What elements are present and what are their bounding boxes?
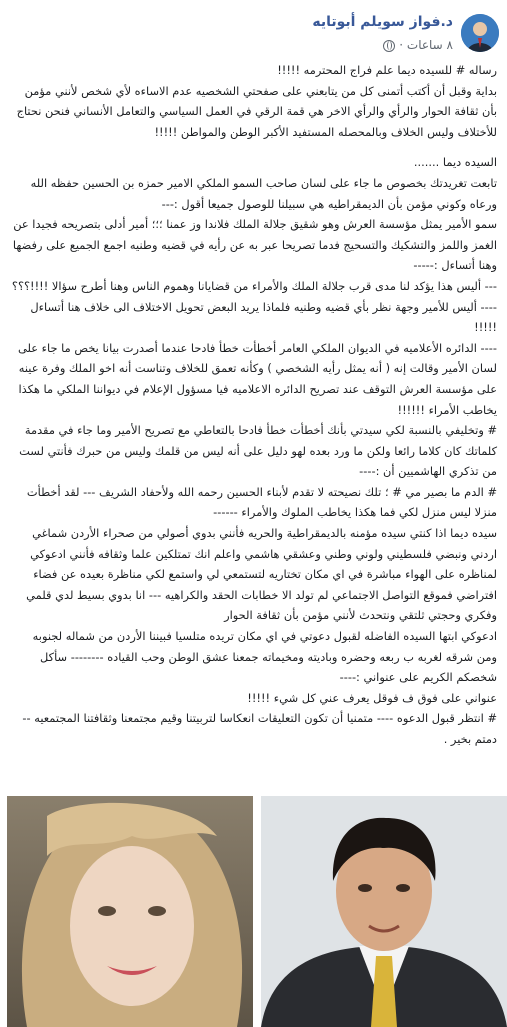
- post-paragraph: سمو الأمير يمثل مؤسسة العرش وهو شقيق جلالة الملك فلاندا وز عمنا ؛؛؛ أمير أدلى بتصريحه فجيدا عن الغمز واللمز والتشكيك والتسحيج فدما تصريحا عبر به عن رأيه في قضيه وطنيه اجمع الجميع على رفضها وهنا أتساءل :-----: [12, 217, 497, 273]
- post-paragraph: رساله # للسيده ديما علم فراج المحترمه !!!!!: [277, 63, 497, 77]
- post-body: [4, 60, 503, 790]
- post-paragraph: ---- أليس للأمير وجهة نظر بأي قضيه وطنيه فلماذا يريد البعض تحويل الاختلاف الى خلاف هنا أتساءل !!!!!: [30, 299, 497, 335]
- post-paragraph: بداية وقبل أن أكتب أتمنى كل من يتابعني على صفحتي الشخصيه عدم الاساءه لأي شخص لأنني مؤمن بأن ثقافة الحوار والرأي والرأي الاخر هي قمة الرقي في العمل السياسي والتعامل الأنساني فنحن نحتاج للأختلاف وليس الخلاف وبالمحصله المستفيد الأكبر الوطن والمواطن !!!!!: [16, 83, 497, 139]
- woman-portrait-photo[interactable]: [7, 796, 253, 1027]
- post-header: [0, 0, 507, 58]
- post-paragraph: # انتظر قبول الدعوه ---- متمنيا أن تكون التعليقات انعكاسا لتربيتنا وقيم مجتمعنا وثقافتنا المجتمعيه -- دمتم بخير .: [22, 711, 497, 746]
- post-paragraph: # الدم ما بصير مي # ؛ تلك نصيحته لا تقدم لأبناء الحسين رحمه الله ولأحفاد الشريف --- لقد أخطأت منزلا ليس منزل لكي فما هكذا يخاطب الملوك والأمراء ------: [26, 484, 497, 520]
- post-paragraph: ---- الدائره الأعلاميه في الديوان الملكي العامر أخطأت خطأ فادحا عندما أصدرت بيانا يخص ما جاء على لسان الأمير وقالت إنه ( أنه يمثل رأيه الشخصي ) وكأنه تعمق للخلاف وتناست أنه اخو الملك وفرة عينه على مؤسسة العرش التوقف عند تصريح الدائره الاعلاميه فيا مسؤول الإعلام في ديواننا الملكي ما هكذا يخاطب الأمراء !!!!!!: [18, 340, 497, 417]
- author-avatar[interactable]: [461, 14, 499, 52]
- man-portrait-photo[interactable]: [261, 796, 507, 1027]
- post-paragraph: سيده ديما اذا كنتي سيده مؤمنه بالديمقراطية والحريه فأنني بدوي أصولي من صحراء الأردن شماغي اردني ونبضي فلسطيني ولوني وطني وعشقي هاشمي واعلم انك تمتلكين علما وثقافه فأنني ادعوكي لمناظره على الهواء مباشرة في اي مكان تختاريه لتستمعي لي واستمع لكي مناظرة بعيده عن فضاء افتراضي فموقع التواصل الاجتماعي لم تولد الا خطابات الحقد والكراهيه --- انا بدوي بسيط لدي قلمي وفكري وحجتي ثلتقي ونتحدث لأنني مؤمن بأن ثقافة الحوار: [26, 526, 497, 623]
- post-paragraph: تابعت تغريدتك بخصوص ما جاء على لسان صاحب السمو الملكي الامير حمزه بن الحسين حفظه الله ورعاه وكوني مؤمن بأن الديمقراطيه هي سبيلنا للوصول جميعا أقول :---: [30, 175, 497, 211]
- paragraph-gap: [10, 142, 497, 152]
- post-paragraph: # وتخليفي بالنسبة لكي سيدتي بأنك أخطأت خطأ فادحا بالتعاطي مع تصريح الأمير وما جاء في مقدمة كلماتك كان كلاما رائعا ولكن ما ورد بعده لهو دليل على أنه ليس من قلمك وليس من حبرك فأنتي لست من تذكري الهاشميين أن :----: [19, 423, 497, 479]
- globe-icon: [383, 40, 395, 52]
- post-paragraph: السيده ديما .......: [413, 155, 497, 170]
- author-name[interactable]: د.فواز سويلم أبوتايه: [312, 14, 453, 30]
- post-paragraph: عنواني على فوق ف فوقل يعرف عني كل شيء !!!!!: [247, 690, 497, 705]
- post-timestamp[interactable]: [380, 38, 453, 52]
- post-photos: [0, 796, 507, 1027]
- post-paragraph: --- أليس هذا يؤكد لنا مدى قرب جلالة الملك والأمراء من قضايانا وهموم الناس وهنا أطرح سؤالا !!!!؟؟؟: [11, 278, 497, 293]
- timestamp-text[interactable]: ٨ ساعات ·: [399, 38, 453, 52]
- post-paragraph: ادعوكي ابتها السيده الفاضله لقبول دعوتي في اي مكان تريده متلسيا فبيننا الأردن من شماله لجنوبه ومن شرقه لغربه ب ربعه وحضره وباديته ومخيماته جمعنا عشق الوطن وحب القياده -------- سأكل شخصكم الكريم على عنواني :----: [32, 629, 497, 685]
